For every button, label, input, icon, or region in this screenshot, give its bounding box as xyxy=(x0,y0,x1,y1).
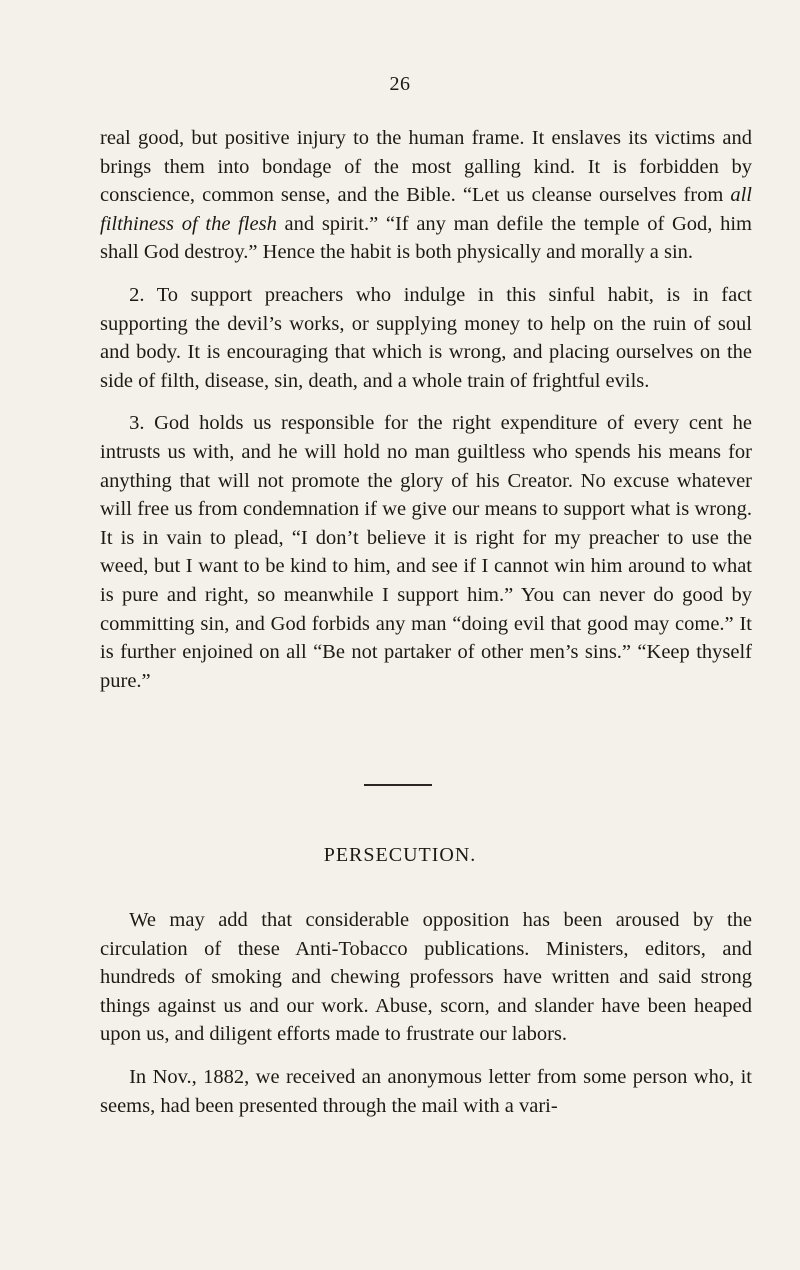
section-divider xyxy=(364,784,432,786)
paragraph-4: We may add that considerable opposition has been aroused by the circulation of these Anti-Tobacco publications. Ministers, editors, and hundreds of smoking and chewing professors have written and said strong things against us and our work. Abuse, scorn, and slander have been heaped upon us, and diligent efforts made to frustrate our labors. xyxy=(100,909,752,1046)
paragraph-5: In Nov., 1882, we received an anonymous letter from some person who, it seems, had been presented through the mail with a vari- xyxy=(100,1065,752,1117)
paragraph-1-emphasis: all filthiness of the flesh xyxy=(100,184,752,235)
main-text-top xyxy=(100,124,752,695)
section-heading: PERSECUTION. xyxy=(323,844,477,866)
main-text-bottom xyxy=(100,906,752,1120)
paragraph-1-text: real good, but positive injury to the human frame. It enslaves its victims and brings them into bondage of the most galling kind. It is forbidden by conscience, common sense, and the Bible. “Let us cleanse ourselves from xyxy=(100,127,752,207)
paragraph-1-rest: and spirit.” “If any man defile the temple of God, him shall God destroy.” Hence the habit is both physically and morally a sin. xyxy=(100,212,752,264)
paragraph-1 xyxy=(100,124,752,267)
paragraph-3: 3. God holds us responsible for the right expenditure of every cent he intrusts us with, and he will hold no man guiltless who spends his means for anything that will not promote the glory of his Creator. No excuse whatever will free us from condemnation if we give our means to support what is wrong. It is in vain to plead, “I don’t believe it is right for my preacher to use the weed, but I want to be kind to him, and see if I cannot win him around to what is pure and right, so meanwhile I support him.” You can never do good by committing sin, and God forbids any man “doing evil that good may come.” It is further enjoined on all “Be not partaker of other men’s sins.” “Keep thyself pure.” xyxy=(100,412,752,692)
page-number: 26 xyxy=(389,73,411,95)
paragraph-2: 2. To support preachers who indulge in this sinful habit, is in fact supporting the devil’s works, or supplying money to help on the ruin of soul and body. It is encouraging that which is wrong, and placing ourselves on the side of filth, disease, sin, death, and a whole train of frightful evils. xyxy=(100,283,752,392)
